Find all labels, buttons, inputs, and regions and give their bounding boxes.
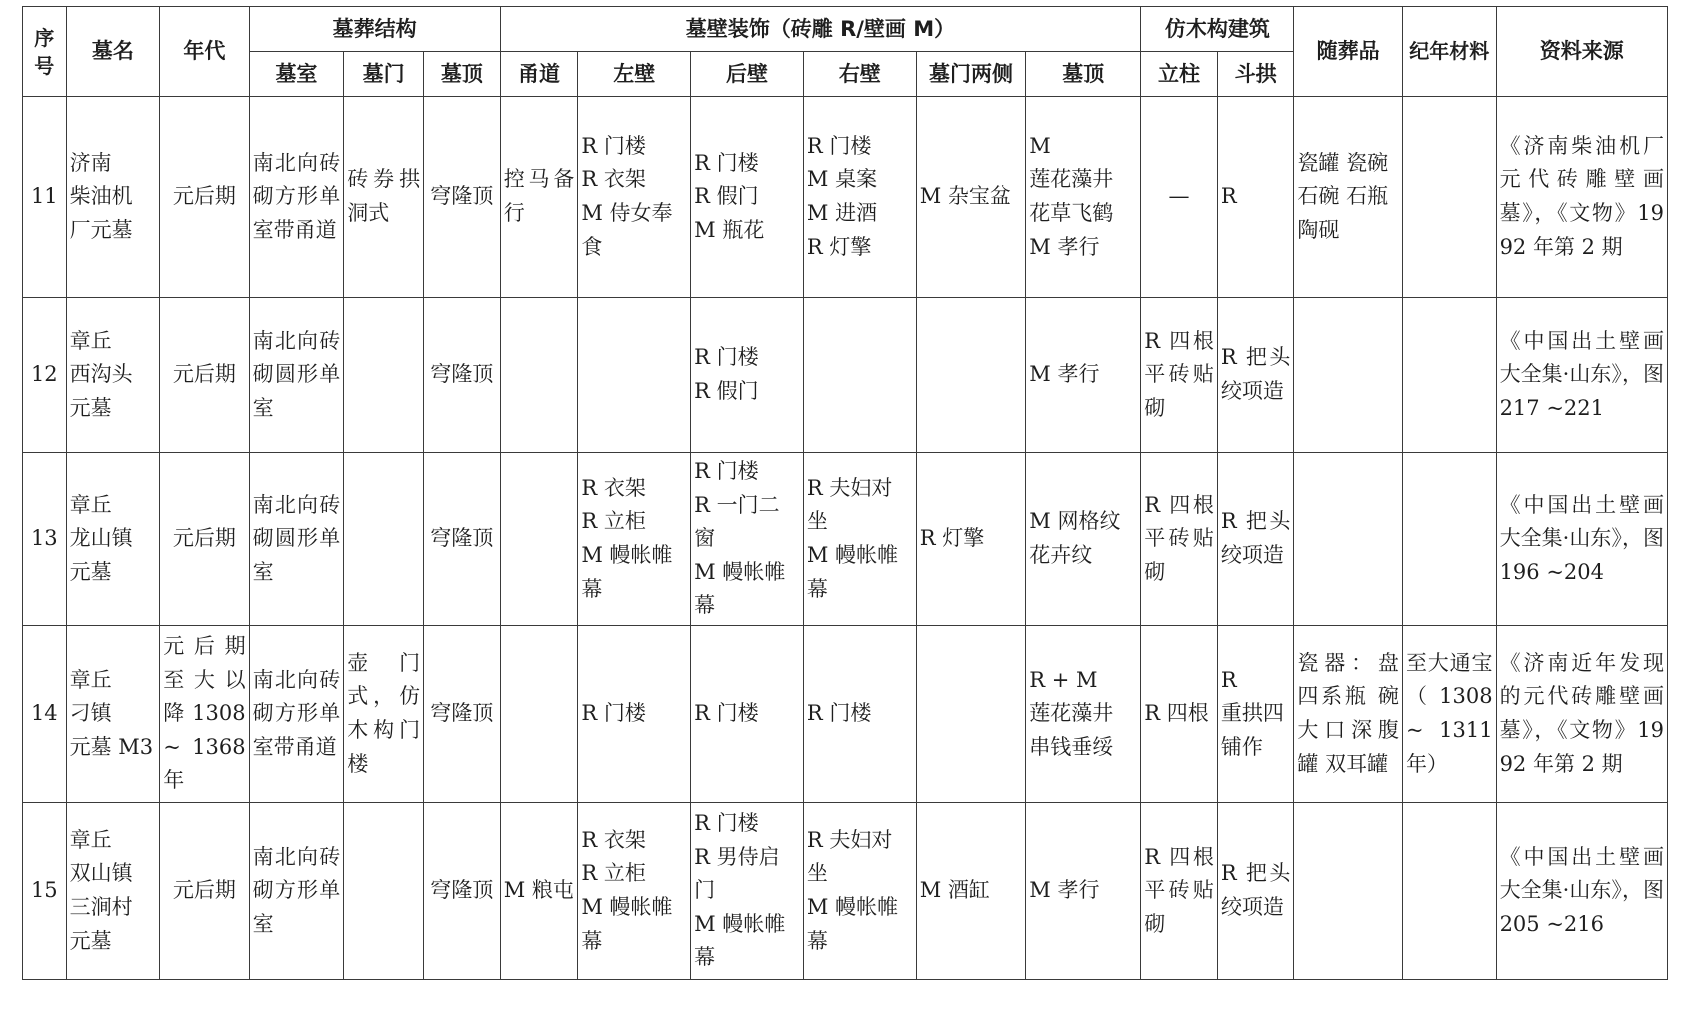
header-seq: 序号 bbox=[23, 7, 67, 97]
header-decoration: 墓壁装饰（砖雕 R/壁画 M） bbox=[500, 7, 1141, 52]
cell-name: 章丘 西沟头 元墓 bbox=[66, 298, 160, 453]
cell-passage bbox=[500, 453, 578, 626]
cell-era: 元后期 bbox=[160, 802, 249, 979]
cell-left-wall: R 门楼 R 衣架 M 侍女奉食 bbox=[578, 97, 691, 298]
header-roof: 墓顶 bbox=[424, 52, 501, 97]
cell-dated: 至大通宝（1308 ~ 1311 年） bbox=[1402, 625, 1496, 802]
cell-dated bbox=[1402, 802, 1496, 979]
cell-seq: 13 bbox=[23, 453, 67, 626]
cell-passage: 控马备行 bbox=[500, 97, 578, 298]
cell-source: 《济南近年发现的元代砖雕壁画墓》，《文物》1992 年第 2 期 bbox=[1496, 625, 1667, 802]
header-passage: 甬道 bbox=[500, 52, 578, 97]
cell-goods: 瓷罐 瓷碗 石碗 石瓶 陶砚 bbox=[1294, 97, 1403, 298]
cell-seq: 14 bbox=[23, 625, 67, 802]
header-back-wall: 后壁 bbox=[691, 52, 804, 97]
cell-bracket: R bbox=[1217, 97, 1294, 298]
cell-pillar: R 四根平砖贴砌 bbox=[1141, 802, 1218, 979]
header-chamber: 墓室 bbox=[249, 52, 344, 97]
header-left-wall: 左壁 bbox=[578, 52, 691, 97]
table-row bbox=[23, 453, 1668, 626]
cell-goods bbox=[1294, 453, 1403, 626]
cell-right-wall: R 夫妇对坐 M 幔帐帷幕 bbox=[803, 453, 916, 626]
cell-source: 《济南柴油机厂元代砖雕壁画墓》，《文物》1992 年第 2 期 bbox=[1496, 97, 1667, 298]
cell-ceiling: R + M 莲花藻井 串钱垂绥 bbox=[1026, 625, 1141, 802]
cell-ceiling: M 孝行 bbox=[1026, 298, 1141, 453]
cell-back-wall: R 门楼 bbox=[691, 625, 804, 802]
cell-door-sides bbox=[916, 298, 1026, 453]
header-era: 年代 bbox=[160, 7, 249, 97]
header-bracket: 斗拱 bbox=[1217, 52, 1294, 97]
cell-name: 济南 柴油机 厂元墓 bbox=[66, 97, 160, 298]
header-door-sides: 墓门两侧 bbox=[916, 52, 1026, 97]
cell-door: 壶门式，仿木构门楼 bbox=[344, 625, 424, 802]
cell-source: 《中国出土壁画大全集·山东》，图 196 ~204 bbox=[1496, 453, 1667, 626]
cell-source: 《中国出土壁画大全集·山东》，图 205 ~216 bbox=[1496, 802, 1667, 979]
cell-era: 元后期至大以降 1308 ~ 1368 年 bbox=[160, 625, 249, 802]
cell-pillar: R 四根平砖贴砌 bbox=[1141, 298, 1218, 453]
cell-seq: 15 bbox=[23, 802, 67, 979]
cell-left-wall bbox=[578, 298, 691, 453]
cell-left-wall: R 衣架 R 立柜 M 幔帐帷幕 bbox=[578, 453, 691, 626]
cell-era: 元后期 bbox=[160, 453, 249, 626]
cell-left-wall: R 衣架 R 立柜 M 幔帐帷幕 bbox=[578, 802, 691, 979]
cell-left-wall: R 门楼 bbox=[578, 625, 691, 802]
header-name: 墓名 bbox=[66, 7, 160, 97]
cell-right-wall: R 夫妇对坐 M 幔帐帷幕 bbox=[803, 802, 916, 979]
cell-right-wall: R 门楼 M 桌案 M 进酒 R 灯擎 bbox=[803, 97, 916, 298]
cell-door bbox=[344, 802, 424, 979]
header-pillar: 立柱 bbox=[1141, 52, 1218, 97]
cell-door: 砖券拱洞式 bbox=[344, 97, 424, 298]
cell-bracket: R 把头绞项造 bbox=[1217, 298, 1294, 453]
cell-roof: 穹隆顶 bbox=[424, 625, 501, 802]
cell-right-wall: R 门楼 bbox=[803, 625, 916, 802]
cell-passage: M 粮屯 bbox=[500, 802, 578, 979]
cell-seq: 12 bbox=[23, 298, 67, 453]
cell-bracket: R 重拱四铺作 bbox=[1217, 625, 1294, 802]
tomb-data-table bbox=[22, 6, 1668, 980]
cell-pillar: — bbox=[1141, 97, 1218, 298]
cell-right-wall bbox=[803, 298, 916, 453]
cell-ceiling: M 孝行 bbox=[1026, 802, 1141, 979]
cell-seq: 11 bbox=[23, 97, 67, 298]
header-source: 资料来源 bbox=[1496, 7, 1667, 97]
cell-goods bbox=[1294, 802, 1403, 979]
cell-back-wall: R 门楼 R 男侍启门 M 幔帐帷幕 bbox=[691, 802, 804, 979]
cell-back-wall: R 门楼 R 一门二窗 M 幔帐帷幕 bbox=[691, 453, 804, 626]
cell-roof: 穹隆顶 bbox=[424, 97, 501, 298]
table-row bbox=[23, 298, 1668, 453]
cell-passage bbox=[500, 625, 578, 802]
cell-roof: 穹隆顶 bbox=[424, 298, 501, 453]
cell-bracket: R 把头绞项造 bbox=[1217, 453, 1294, 626]
cell-door-sides: M 酒缸 bbox=[916, 802, 1026, 979]
cell-chamber: 南北向砖砌方形单室带甬道 bbox=[249, 97, 344, 298]
cell-era: 元后期 bbox=[160, 298, 249, 453]
cell-chamber: 南北向砖砌方形单室带甬道 bbox=[249, 625, 344, 802]
cell-door-sides: M 杂宝盆 bbox=[916, 97, 1026, 298]
cell-dated bbox=[1402, 97, 1496, 298]
table-row bbox=[23, 625, 1668, 802]
table-row bbox=[23, 802, 1668, 979]
cell-roof: 穹隆顶 bbox=[424, 453, 501, 626]
cell-pillar: R 四根 bbox=[1141, 625, 1218, 802]
cell-door bbox=[344, 453, 424, 626]
cell-door-sides: R 灯擎 bbox=[916, 453, 1026, 626]
header-wood: 仿木构建筑 bbox=[1141, 7, 1294, 52]
cell-back-wall: R 门楼 R 假门 bbox=[691, 298, 804, 453]
cell-pillar: R 四根平砖贴砌 bbox=[1141, 453, 1218, 626]
cell-name: 章丘 双山镇 三涧村 元墓 bbox=[66, 802, 160, 979]
cell-ceiling: M 网格纹 花卉纹 bbox=[1026, 453, 1141, 626]
cell-door-sides bbox=[916, 625, 1026, 802]
header-structure: 墓葬结构 bbox=[249, 7, 500, 52]
table-row bbox=[23, 97, 1668, 298]
cell-chamber: 南北向砖砌圆形单室 bbox=[249, 298, 344, 453]
header-goods: 随葬品 bbox=[1294, 7, 1403, 97]
cell-dated bbox=[1402, 298, 1496, 453]
cell-goods: 瓷器：盘 四系瓶 碗 大口深腹 罐 双耳罐 bbox=[1294, 625, 1403, 802]
cell-roof: 穹隆顶 bbox=[424, 802, 501, 979]
cell-source: 《中国出土壁画大全集·山东》，图 217 ~221 bbox=[1496, 298, 1667, 453]
header-row-top bbox=[23, 7, 1668, 52]
cell-goods bbox=[1294, 298, 1403, 453]
cell-name: 章丘 龙山镇 元墓 bbox=[66, 453, 160, 626]
cell-era: 元后期 bbox=[160, 97, 249, 298]
header-dated: 纪年材料 bbox=[1402, 7, 1496, 97]
table-header bbox=[23, 7, 1668, 97]
header-right-wall: 右壁 bbox=[803, 52, 916, 97]
cell-dated bbox=[1402, 453, 1496, 626]
cell-name: 章丘 刁镇 元墓 M3 bbox=[66, 625, 160, 802]
cell-passage bbox=[500, 298, 578, 453]
header-door: 墓门 bbox=[344, 52, 424, 97]
cell-chamber: 南北向砖砌方形单室 bbox=[249, 802, 344, 979]
cell-back-wall: R 门楼 R 假门 M 瓶花 bbox=[691, 97, 804, 298]
cell-chamber: 南北向砖砌圆形单室 bbox=[249, 453, 344, 626]
cell-bracket: R 把头绞项造 bbox=[1217, 802, 1294, 979]
header-ceiling: 墓顶 bbox=[1026, 52, 1141, 97]
cell-door bbox=[344, 298, 424, 453]
cell-ceiling: M 莲花藻井 花草飞鹤 M 孝行 bbox=[1026, 97, 1141, 298]
table-body bbox=[23, 97, 1668, 980]
